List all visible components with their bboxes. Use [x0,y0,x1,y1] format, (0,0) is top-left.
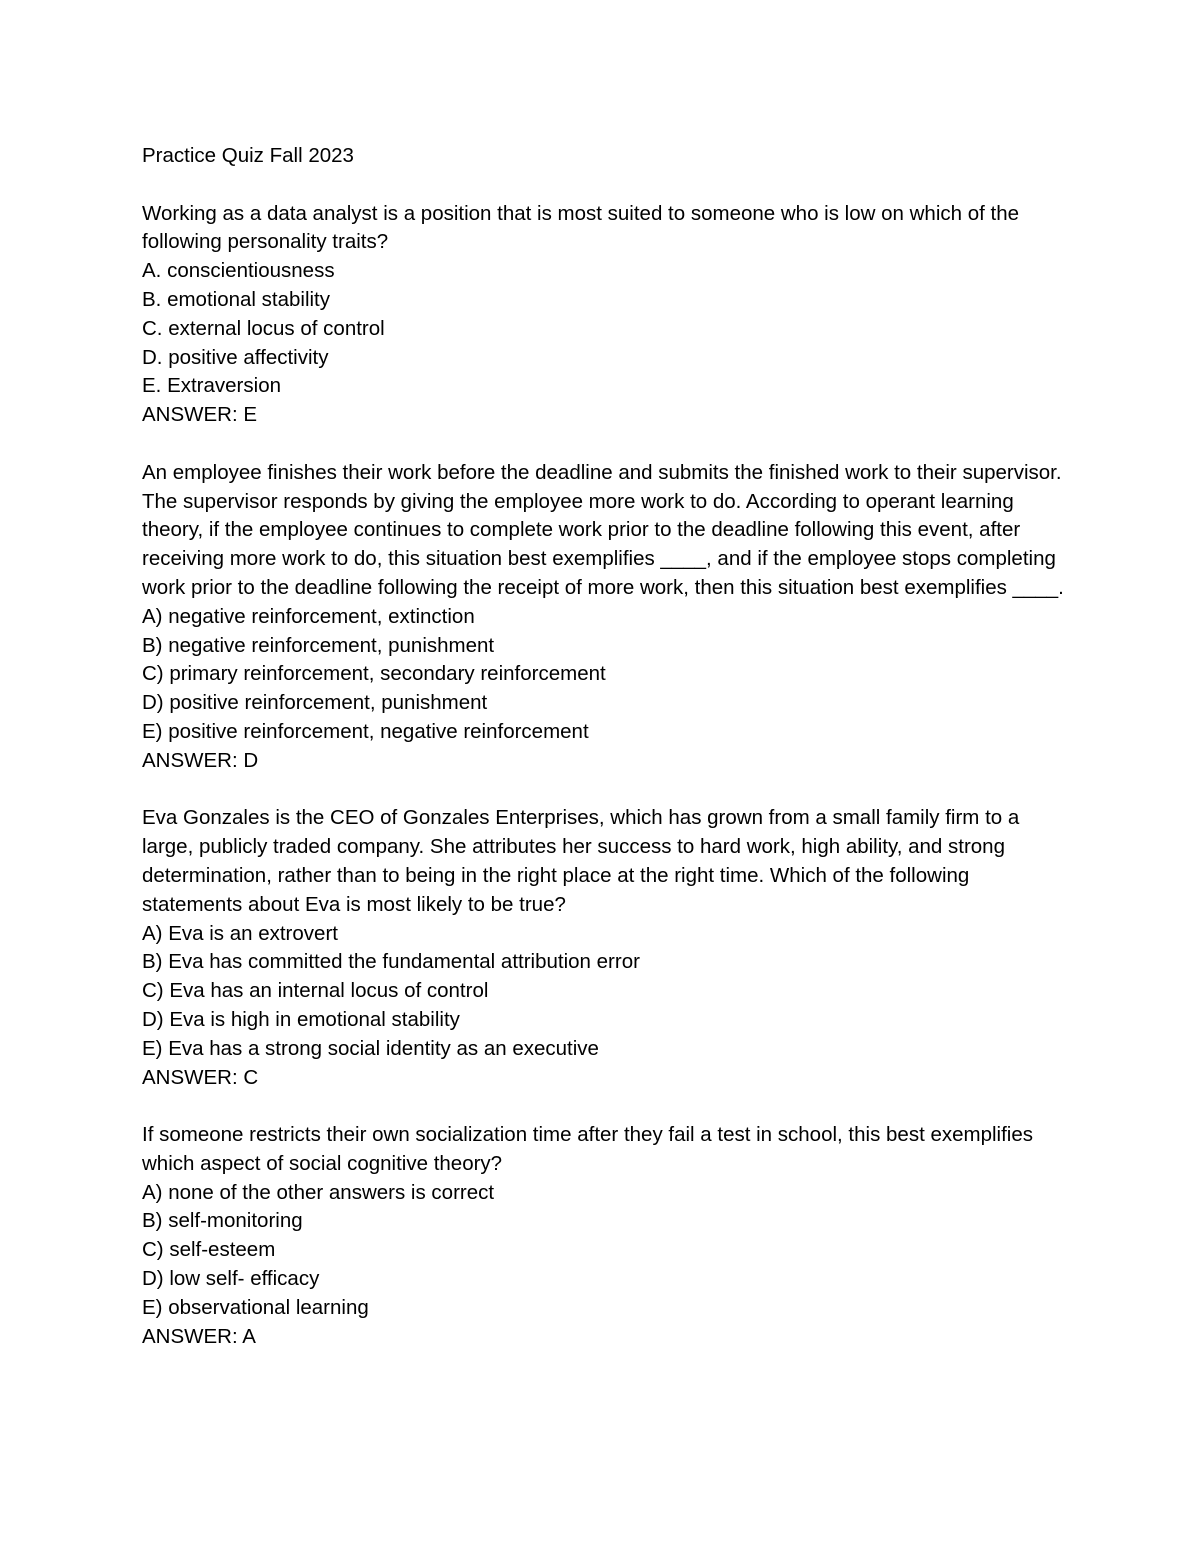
options-list [142,920,1072,1064]
option-e: E. Extraversion [142,374,281,398]
answer-key: ANSWER: E [142,403,258,427]
option-a: A) none of the other answers is correct [142,1180,495,1204]
option-c: C. external locus of control [142,316,385,340]
question-2 [142,459,1072,776]
options-list [142,1179,1072,1323]
option-e: E) observational learning [142,1295,369,1319]
question-stem: Working as a data analyst is a position that is most suited to someone who is low on which of the following personality traits? [142,201,1020,254]
options-list [142,257,1072,401]
option-c: C) self-esteem [142,1238,276,1262]
option-d: D) positive reinforcement, punishment [142,691,488,715]
option-e: E) Eva has a strong social identity as an executive [142,1036,599,1060]
option-b: B. emotional stability [142,287,331,311]
options-list [142,603,1072,747]
option-d: D) Eva is high in emotional stability [142,1007,460,1031]
question-3 [142,804,1072,1092]
question-4 [142,1121,1072,1351]
question-stem: An employee finishes their work before the deadline and submits the finished work to their supervisor. The supervisor responds by giving the employee more work to do. According to operant learning theory, if the employee continues to complete work prior to the deadline following this event, after receiving more work to do, this situation best exemplifies ____, and if the employee stops completing work prior to the deadline following the receipt of more work, then this situation best exemplifies ____. [142,460,1064,599]
option-b: B) self-monitoring [142,1209,303,1233]
option-b: B) Eva has committed the fundamental attribution error [142,950,640,974]
option-c: C) Eva has an internal locus of control [142,979,489,1003]
document-page [142,142,1072,1380]
option-e: E) positive reinforcement, negative reinforcement [142,719,589,743]
option-b: B) negative reinforcement, punishment [142,633,495,657]
question-1 [142,200,1072,430]
question-stem: If someone restricts their own socialization time after they fail a test in school, this best exemplifies which aspect of social cognitive theory? [142,1123,1033,1175]
option-a: A) Eva is an extrovert [142,921,338,945]
answer-key: ANSWER: C [142,1065,259,1089]
question-stem: Eva Gonzales is the CEO of Gonzales Enterprises, which has grown from a small family firm to a large, publicly traded company. She attributes her success to hard work, high ability, and strong determination, rather than to being in the right place at the right time. Which of the following statements about Eva is most likely to be true? [142,806,1020,916]
answer-key: ANSWER: A [142,1324,256,1348]
option-a: A. conscientiousness [142,259,335,283]
answer-key: ANSWER: D [142,748,259,772]
document-title: Practice Quiz Fall 2023 [142,144,354,167]
option-d: D) low self- efficacy [142,1267,320,1291]
option-c: C) primary reinforcement, secondary reinforcement [142,662,606,686]
option-a: A) negative reinforcement, extinction [142,604,475,628]
option-d: D. positive affectivity [142,345,329,369]
